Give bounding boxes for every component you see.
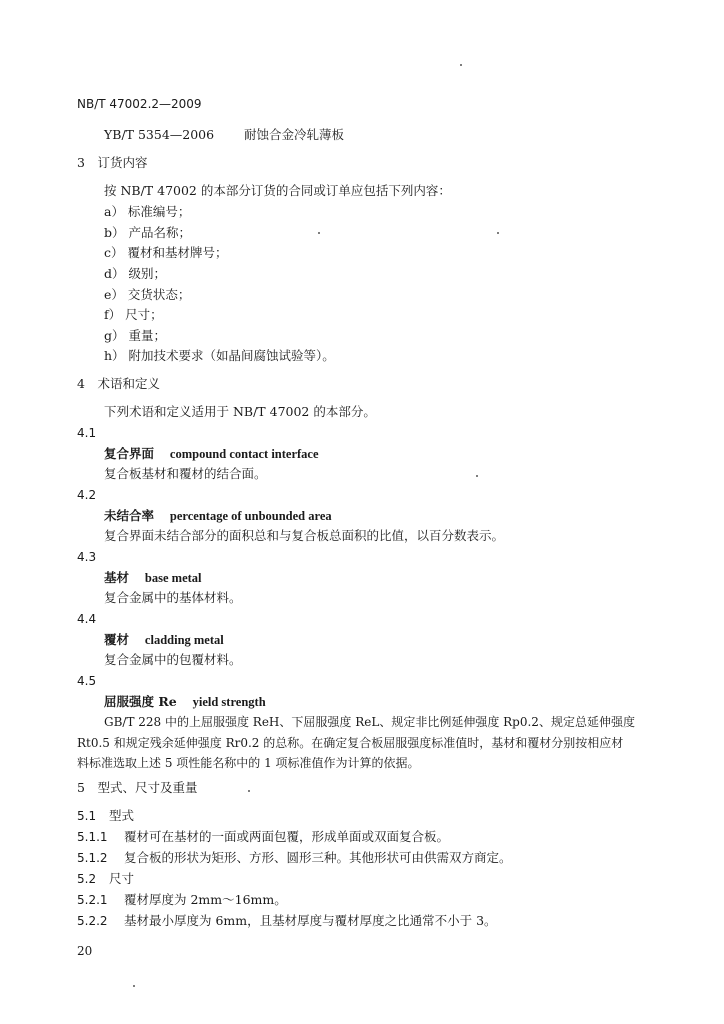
clause-number: 5.2.1 bbox=[77, 893, 108, 907]
term-number: 4.4 bbox=[77, 612, 97, 626]
list-item: g） 重量； bbox=[104, 328, 166, 343]
clause-text: 尺寸 bbox=[109, 871, 135, 886]
clause-number: 5.2 bbox=[77, 872, 97, 886]
term-en: compound contact interface bbox=[169, 447, 319, 461]
scan-speck bbox=[133, 985, 135, 987]
term-definition: 复合金属中的基体材料。 bbox=[104, 590, 242, 605]
list-item: a） 标准编号； bbox=[104, 204, 191, 219]
list-item: h） 附加技术要求（如晶间腐蚀试验等）。 bbox=[104, 348, 335, 363]
list-item: d） 级别； bbox=[104, 266, 166, 281]
standard-number: NB/T 47002.2—2009 bbox=[77, 97, 202, 111]
clause-number: 5.2.2 bbox=[77, 914, 108, 928]
clause-number: 5.1.2 bbox=[77, 851, 108, 865]
clause-text: 基材最小厚度为 6mm，且基材厚度与覆材厚度之比通常不小于 3。 bbox=[124, 913, 497, 928]
list-item: b） 产品名称； bbox=[104, 225, 191, 240]
scan-speck bbox=[460, 64, 462, 66]
term-heading bbox=[104, 632, 224, 648]
term-en: base metal bbox=[144, 571, 202, 585]
term-definition: 复合板基材和覆材的结合面。 bbox=[104, 466, 267, 481]
section-4-intro: 下列术语和定义适用于 NB/T 47002 的本部分。 bbox=[104, 404, 376, 419]
term-definition: 复合界面未结合部分的面积总和与复合板总面积的比值，以百分数表示。 bbox=[104, 528, 505, 543]
scan-speck bbox=[476, 475, 478, 477]
list-item: f） 尺寸； bbox=[104, 307, 163, 322]
section-3-intro: 按 NB/T 47002 的本部分订货的合同或订单应包括下列内容： bbox=[104, 183, 451, 198]
list-item: e） 交货状态； bbox=[104, 287, 191, 302]
term-definition: 复合金属中的包覆材料。 bbox=[104, 652, 242, 667]
clause-text: 型式 bbox=[109, 808, 135, 823]
clause-text: 复合板的形状为矩形、方形、圆形三种。其他形状可由供需双方商定。 bbox=[124, 850, 512, 865]
term-en: percentage of unbounded area bbox=[169, 509, 332, 523]
list-item: c） 覆材和基材牌号； bbox=[104, 245, 228, 260]
scan-speck bbox=[497, 232, 499, 234]
term-definition-line: GB/T 228 中的上屈服强度 ReH、下屈服强度 ReL、规定非比例延伸强度 Rp0.2、规定总延伸强度 bbox=[104, 715, 635, 729]
section-4-heading: 4 术语和定义 bbox=[77, 376, 160, 391]
clause-text: 覆材厚度为 2mm～16mm。 bbox=[124, 892, 287, 907]
term-number: 4.1 bbox=[77, 426, 97, 440]
term-en: yield strength bbox=[192, 695, 266, 709]
term-cn: 覆材 bbox=[104, 632, 130, 647]
section-3-heading: 3 订货内容 bbox=[77, 155, 148, 170]
term-cn: 基材 bbox=[104, 570, 130, 585]
section-5-heading: 5 型式、尺寸及重量 bbox=[77, 780, 198, 795]
term-cn: 屈服强度 Re bbox=[104, 694, 177, 709]
clause-text: 覆材可在基材的一面或两面包覆，形成单面或双面复合板。 bbox=[124, 829, 450, 844]
scan-speck bbox=[318, 232, 320, 234]
term-cn: 未结合率 bbox=[104, 508, 155, 523]
clause-number: 5.1.1 bbox=[77, 830, 108, 844]
clause-number: 5.1 bbox=[77, 809, 97, 823]
page-number: 20 bbox=[77, 944, 93, 958]
norm-ref-title: 耐蚀合金冷轧薄板 bbox=[244, 127, 345, 142]
norm-ref-code: YB/T 5354—2006 bbox=[104, 127, 215, 142]
scan-speck bbox=[248, 790, 250, 792]
term-number: 4.5 bbox=[77, 674, 97, 688]
term-definition-line: Rt0.5 和规定残余延伸强度 Rr0.2 的总称。在确定复合板屈服强度标准值时，基材和覆材分别按相应材 bbox=[77, 736, 624, 750]
term-definition-line: 料标准选取上述 5 项性能名称中的 1 项标准值作为计算的依据。 bbox=[77, 756, 420, 770]
term-heading bbox=[104, 508, 332, 524]
term-number: 4.2 bbox=[77, 488, 97, 502]
term-heading bbox=[104, 694, 266, 710]
term-number: 4.3 bbox=[77, 550, 97, 564]
term-en: cladding metal bbox=[144, 633, 224, 647]
term-heading bbox=[104, 446, 319, 462]
term-heading bbox=[104, 570, 202, 586]
term-cn: 复合界面 bbox=[104, 446, 155, 461]
